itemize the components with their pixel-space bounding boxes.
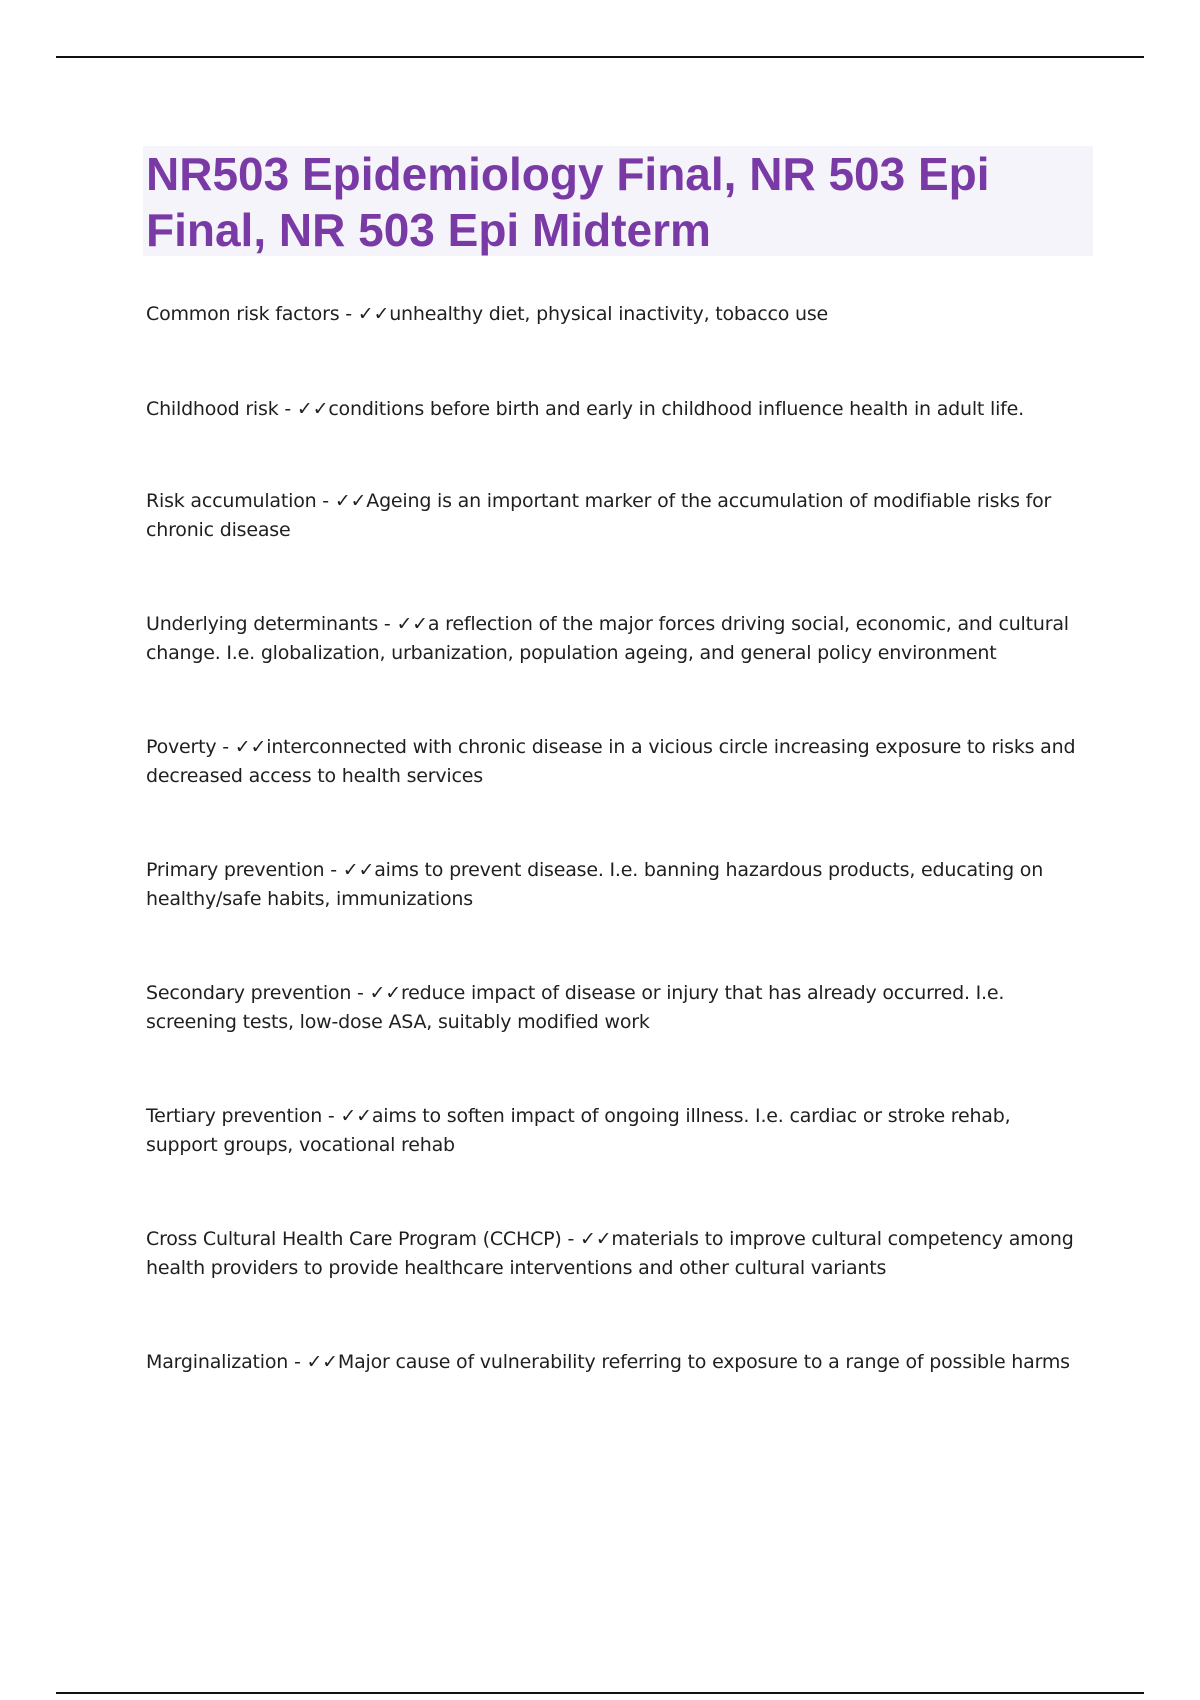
check-marks-icon: ✓✓ <box>296 398 329 420</box>
entry-separator: - <box>278 398 297 420</box>
check-marks-icon: ✓✓ <box>357 303 390 325</box>
entry-definition: reduce impact of disease or injury that has already occurred. I.e. screening tests, low-dose ASA, suitably modified work <box>146 982 1005 1033</box>
entry-term: Childhood risk <box>146 398 279 420</box>
entry-term: Underlying determinants <box>146 613 379 635</box>
entry-definition: Major cause of vulnerability referring to exposure to a range of possible harms <box>337 1351 1070 1373</box>
entry-definition: aims to prevent disease. I.e. banning hazardous products, educating on healthy/safe habits, immunizations <box>146 859 1044 910</box>
entry-definition: unhealthy diet, physical inactivity, tobacco use <box>389 303 829 325</box>
entry-separator: - <box>351 982 370 1004</box>
entry-term: Tertiary prevention <box>146 1105 323 1127</box>
entry-term: Poverty <box>146 736 217 758</box>
list-item <box>146 1102 1076 1160</box>
entry-separator: - <box>288 1351 307 1373</box>
check-marks-icon: ✓✓ <box>369 982 401 1004</box>
check-marks-icon: ✓✓ <box>396 613 428 635</box>
title-block <box>143 146 1093 256</box>
entry-separator: - <box>339 303 358 325</box>
entry-separator: - <box>216 736 235 758</box>
entry-separator: - <box>316 490 335 512</box>
top-divider <box>56 56 1144 58</box>
check-marks-icon: ✓✓ <box>579 1228 612 1250</box>
entry-term: Secondary prevention <box>146 982 352 1004</box>
check-marks-icon: ✓✓ <box>234 736 267 758</box>
list-item <box>146 395 1076 424</box>
list-item <box>146 856 1076 914</box>
page-title: NR503 Epidemiology Final, NR 503 Epi Final, NR 503 Epi Midterm <box>146 148 990 256</box>
entry-term: Primary prevention <box>146 859 325 881</box>
list-item <box>146 487 1076 545</box>
check-marks-icon: ✓✓ <box>334 490 367 512</box>
bottom-divider <box>56 1692 1144 1694</box>
entry-separator: - <box>324 859 343 881</box>
entry-term: Cross Cultural Health Care Program (CCHCP) <box>146 1228 562 1250</box>
entry-definition: a reflection of the major forces driving social, economic, and cultural change. I.e. globalization, urbanization, population ageing, and general policy environment <box>146 613 1069 664</box>
list-item <box>146 610 1076 668</box>
list-item <box>146 1225 1076 1283</box>
entry-term: Marginalization <box>146 1351 289 1373</box>
list-item <box>146 979 1076 1037</box>
check-marks-icon: ✓✓ <box>306 1351 338 1373</box>
entry-separator: - <box>322 1105 341 1127</box>
entry-definition: materials to improve cultural competency among health providers to provide healthcare interventions and other cultural variants <box>146 1228 1074 1279</box>
check-marks-icon: ✓✓ <box>340 1105 372 1127</box>
entry-separator: - <box>378 613 397 635</box>
entry-definition: aims to soften impact of ongoing illness. I.e. cardiac or stroke rehab, support groups, vocational rehab <box>146 1105 1011 1156</box>
entry-definition: conditions before birth and early in childhood influence health in adult life. <box>328 398 1024 420</box>
entry-separator: - <box>561 1228 580 1250</box>
entry-definition: interconnected with chronic disease in a vicious circle increasing exposure to risks and decreased access to health services <box>146 736 1076 787</box>
list-item <box>146 300 1076 329</box>
check-marks-icon: ✓✓ <box>342 859 375 881</box>
entry-term: Risk accumulation <box>146 490 317 512</box>
entry-term: Common risk factors <box>146 303 340 325</box>
list-item <box>146 1348 1076 1377</box>
list-item <box>146 733 1076 791</box>
entry-definition: Ageing is an important marker of the accumulation of modifiable risks for chronic disease <box>146 490 1052 541</box>
